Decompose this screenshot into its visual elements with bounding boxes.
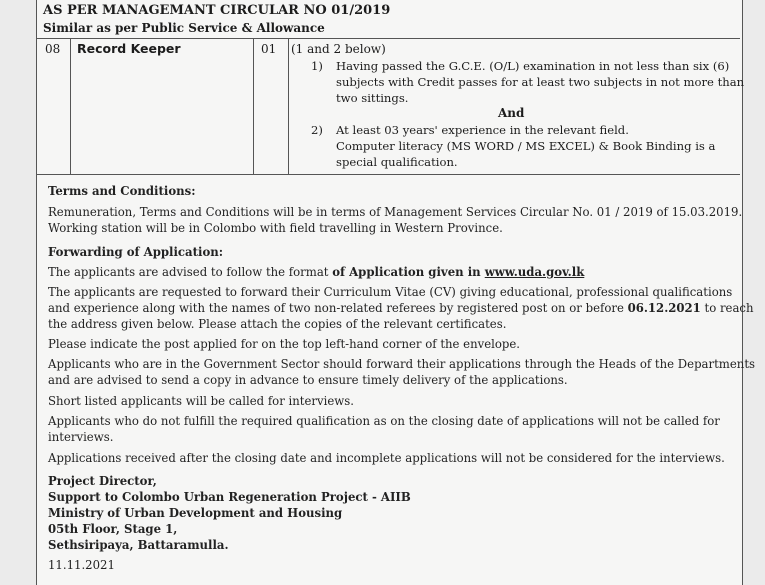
address-line: 05th Floor, Stage 1, [48,522,178,536]
closing-date: 06.12.2021 [627,301,701,315]
terms-heading: Terms and Conditions: [48,184,196,198]
format-prefix: The applicants are advised to follow the format [48,265,333,279]
circular-heading: AS PER MANAGEMANT CIRCULAR NO 01/2019 [43,3,391,18]
and-connector: And [498,106,525,120]
forwarding-heading: Forwarding of Application: [48,245,224,259]
requirements-intro: (1 and 2 below) [291,42,386,56]
requirement-1-line: two sittings. [336,91,409,105]
publication-date: 11.11.2021 [48,558,115,572]
format-instruction [48,264,584,280]
requirement-1-line: Having passed the G.C.E. (O/L) examination in not less than six (6) [336,59,730,73]
requirement-2-number: 2) [311,123,323,137]
cv-text: and experience along with the names of two non-related referees by registered post on or before [48,301,628,315]
requirement-1-line: subjects with Credit passes for at least two subjects in not more than [336,75,745,89]
address-line: Project Director, [48,474,157,488]
position-title: Record Keeper [77,41,181,56]
column-divider [253,38,254,174]
advertisement-page [36,0,756,585]
cv-text: to reach [700,301,754,315]
govt-line: Applicants who are in the Government Sector should forward their applications through the Heads of the Departments [48,357,756,371]
govt-line: and are advised to send a copy in advance to ensure timely delivery of the applications. [48,373,568,387]
table-divider [37,38,740,39]
uda-website-link[interactable]: www.uda.gov.lk [484,265,585,279]
requirement-2-line: special qualification. [336,155,458,169]
similar-heading: Similar as per Public Service & Allowance [43,21,325,35]
requirement-2 [336,122,715,170]
column-divider [288,38,289,174]
envelope-instruction: Please indicate the post applied for on the top left-hand corner of the envelope. [48,337,521,351]
closing-line: interviews. [48,430,114,444]
address-line: Ministry of Urban Development and Housing [48,506,343,520]
requirement-2-line: At least 03 years' experience in the relevant field. [336,123,629,137]
requirement-1 [336,58,744,106]
vacancy-count: 01 [261,42,277,56]
column-divider [70,38,71,174]
address-line: Support to Colombo Urban Regeneration Project - AIIB [48,490,411,504]
late-application-note: Applications received after the closing date and incomplete applications will not be considered for the interviews. [48,451,725,465]
requirement-2-line: Computer literacy (MS WORD / MS EXCEL) & Book Binding is a [336,139,716,153]
shortlisted-note: Short listed applicants will be called for interviews. [48,394,354,408]
cv-line [48,300,754,316]
cv-line: the address given below. Please attach the copies of the relevant certificates. [48,317,507,331]
vacancy-table [37,0,745,175]
requirement-1-number: 1) [311,59,323,73]
address-line: Sethsiripaya, Battaramulla. [48,538,229,552]
cv-line: The applicants are requested to forward their Curriculum Vitae (CV) giving educational, professional qualifications [48,285,733,299]
format-bold: of Application given in [332,265,485,279]
terms-line: Remuneration, Terms and Conditions will be in terms of Management Services Circular No. 01 / 2019 of 15.03.2019. [48,205,743,219]
terms-line: Working station will be in Colombo with field travelling in Western Province. [48,221,503,235]
position-number: 08 [45,42,61,56]
closing-line: Applicants who do not fulfill the required qualification as on the closing date of applications will not be called for [48,414,720,428]
